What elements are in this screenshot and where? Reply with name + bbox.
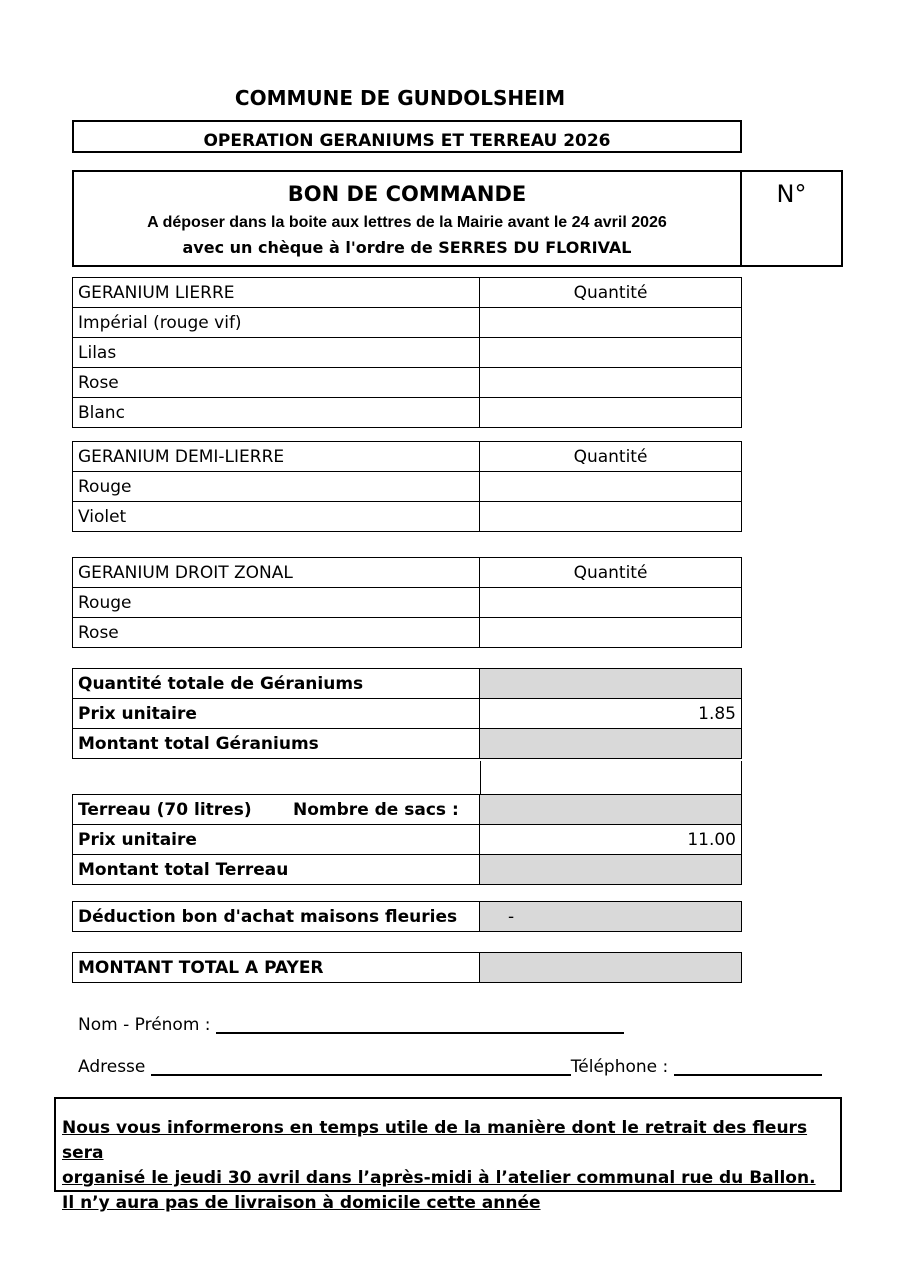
quantity-header: Quantité (480, 442, 742, 472)
table-row (73, 308, 742, 338)
table-row (73, 729, 742, 759)
variety-label: Lilas (73, 338, 480, 368)
address-label: Adresse (78, 1057, 151, 1077)
order-instructions: A déposer dans la boite aux lettres de la Mairie avant le 24 avril 2026 (147, 214, 667, 231)
geranium-amount-label: Montant total Géraniums (73, 729, 480, 759)
total-table (72, 952, 742, 983)
geraniums-totals-table (72, 668, 742, 759)
geranium-amount-cell (480, 729, 742, 759)
table-header-row (73, 278, 742, 308)
order-payee: avec un chèque à l'ordre de SERRES DU FLORIVAL (182, 238, 632, 257)
quantity-header: Quantité (480, 278, 742, 308)
phone-label: Téléphone : (570, 1057, 674, 1077)
table-row (73, 502, 742, 532)
info-line: Nous vous informerons en temps utile de la manière dont le retrait des fleurs sera (62, 1118, 808, 1163)
unit-price-label: Prix unitaire (73, 825, 480, 855)
quantity-input[interactable] (480, 502, 742, 532)
name-field[interactable] (78, 1015, 624, 1035)
terreau-table (72, 794, 742, 885)
demi-lierre-table (72, 441, 742, 532)
order-number-box: N° (740, 170, 843, 267)
deduction-label: Déduction bon d'achat maisons fleuries (73, 902, 480, 932)
table-header-row (73, 558, 742, 588)
table-row (73, 588, 742, 618)
address-field[interactable] (78, 1057, 822, 1077)
quantity-input[interactable] (480, 368, 742, 398)
address-line[interactable] (151, 1074, 571, 1076)
order-header (72, 170, 742, 267)
table-row (73, 953, 742, 983)
phone-line[interactable] (674, 1074, 822, 1076)
variety-label: Impérial (rouge vif) (73, 308, 480, 338)
spacer-cell (480, 761, 742, 794)
variety-label: Rouge (73, 588, 480, 618)
total-quantity-cell (480, 669, 742, 699)
table-row (73, 669, 742, 699)
name-line[interactable] (216, 1032, 624, 1034)
quantity-input[interactable] (480, 618, 742, 648)
quantity-input[interactable] (480, 308, 742, 338)
table-row (73, 398, 742, 428)
terreau-amount-label: Montant total Terreau (73, 855, 480, 885)
variety-label: Blanc (73, 398, 480, 428)
deduction-value[interactable]: - (480, 902, 742, 932)
quantity-input[interactable] (480, 398, 742, 428)
quantity-input[interactable] (480, 472, 742, 502)
info-line: Il n’y aura pas de livraison à domicile cette année (62, 1193, 541, 1213)
table-row (73, 472, 742, 502)
total-label: MONTANT TOTAL A PAYER (73, 953, 480, 983)
lierre-header: GERANIUM LIERRE (73, 278, 480, 308)
variety-label: Violet (73, 502, 480, 532)
table-row (73, 795, 742, 825)
bag-count-input[interactable] (480, 795, 742, 825)
lierre-table (72, 277, 742, 428)
terreau-unit-price: 11.00 (480, 825, 742, 855)
droit-zonal-table (72, 557, 742, 648)
demi-lierre-header: GERANIUM DEMI-LIERRE (73, 442, 480, 472)
commune-title: COMMUNE DE GUNDOLSHEIM (234, 86, 566, 110)
terreau-amount-cell (480, 855, 742, 885)
table-row (73, 699, 742, 729)
quantity-input[interactable] (480, 588, 742, 618)
total-amount-cell (480, 953, 742, 983)
geranium-unit-price: 1.85 (480, 699, 742, 729)
unit-price-label: Prix unitaire (73, 699, 480, 729)
quantity-header: Quantité (480, 558, 742, 588)
table-row (73, 825, 742, 855)
deduction-table (72, 901, 742, 932)
terreau-label: Terreau (70 litres) Nombre de sacs : (73, 795, 480, 825)
pickup-info-box (54, 1097, 842, 1213)
operation-banner: OPERATION GERANIUMS ET TERREAU 2026 (72, 120, 742, 153)
table-row (73, 902, 742, 932)
order-title: BON DE COMMANDE (287, 182, 527, 206)
variety-label: Rouge (73, 472, 480, 502)
variety-label: Rose (73, 618, 480, 648)
table-header-row (73, 442, 742, 472)
variety-label: Rose (73, 368, 480, 398)
table-row (73, 618, 742, 648)
name-label: Nom - Prénom : (78, 1015, 216, 1035)
table-row (73, 368, 742, 398)
total-quantity-label: Quantité totale de Géraniums (73, 669, 480, 699)
info-line: organisé le jeudi 30 avril dans l’après-midi à l’atelier communal rue du Ballon. (62, 1168, 816, 1188)
droit-zonal-header: GERANIUM DROIT ZONAL (73, 558, 480, 588)
table-row (73, 338, 742, 368)
table-row (73, 855, 742, 885)
quantity-input[interactable] (480, 338, 742, 368)
